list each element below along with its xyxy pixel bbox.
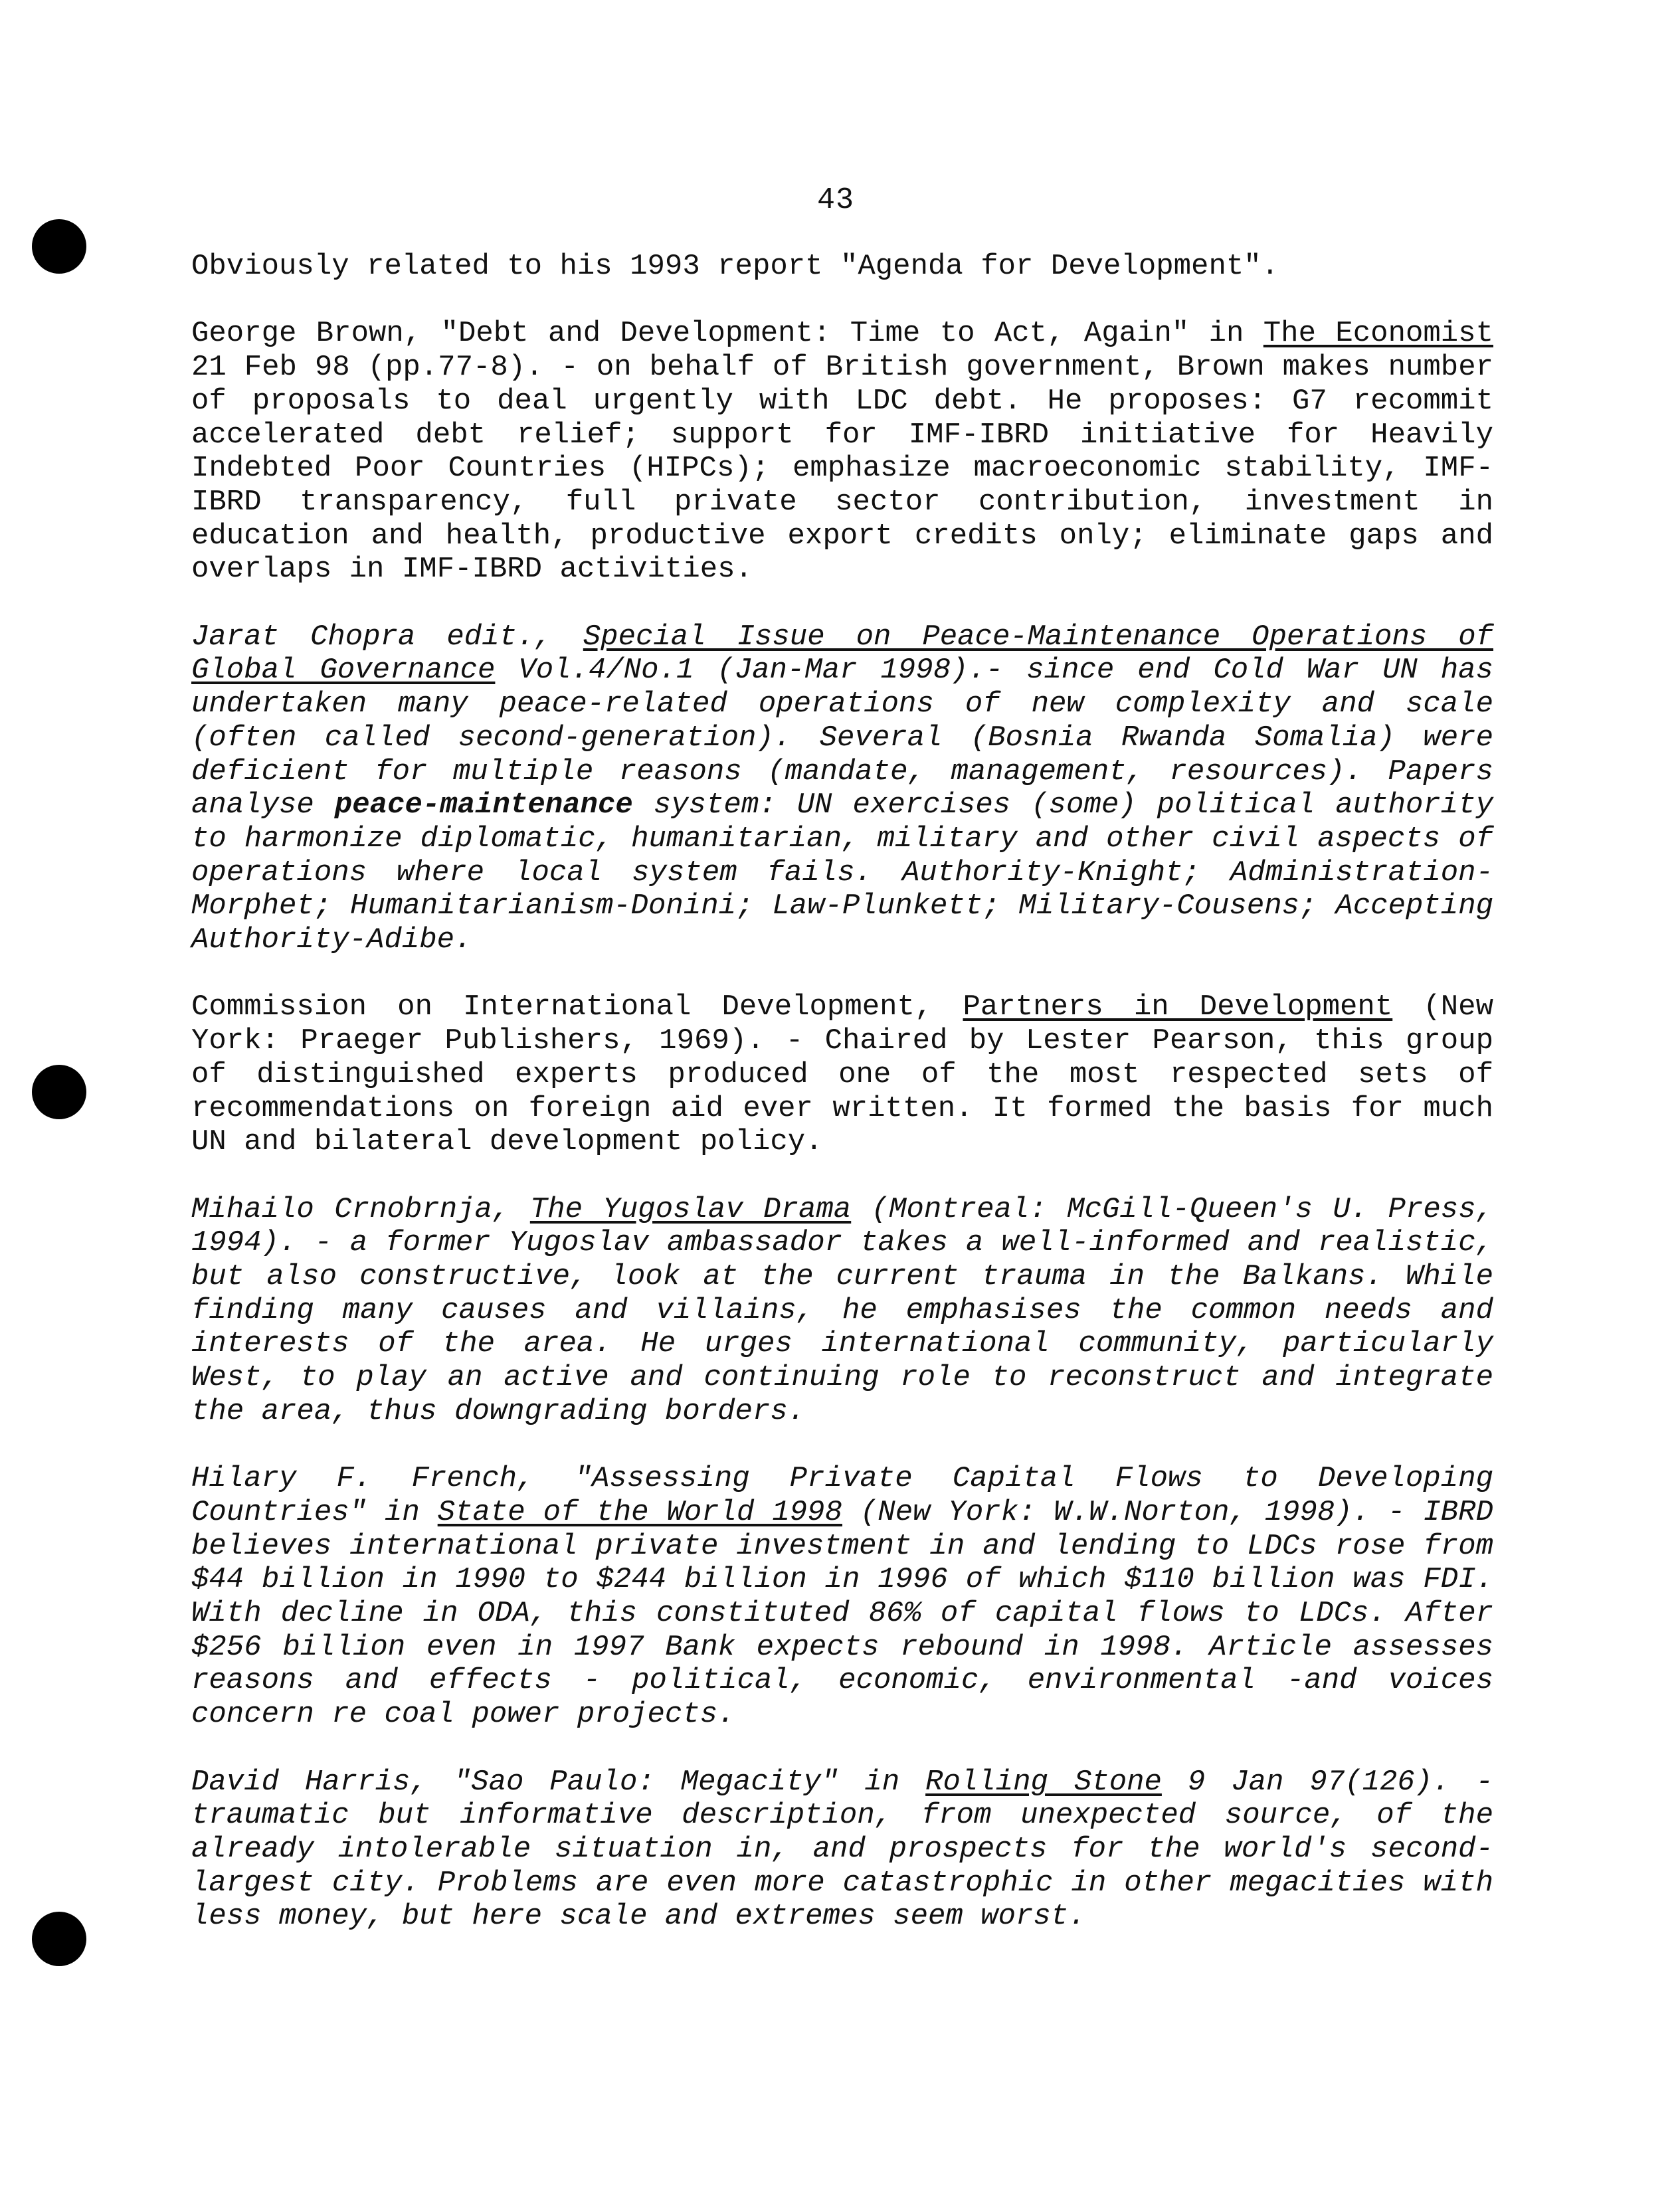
entry-annotation-end: system: UN exercises (some) political authority to harmonize diplomatic, humanitarian, military and other civil aspects of operations where local system fails. Authority-Knight; Administration-Morphet; Humanitarianism-Donini; Law-Plunkett; Military-Cousens; Accepting Authority-Adibe. xyxy=(191,788,1493,957)
punch-hole xyxy=(32,1065,86,1119)
punch-hole xyxy=(32,219,86,274)
entry-brown xyxy=(191,317,1493,587)
entry-annotation: 21 Feb 98 (pp.77-8). - on behalf of British government, Brown makes number of proposals to deal urgently with LDC debt. He proposes: G7 recommit accelerated debt relief; support for IMF-IBRD initiative for Heavily Indebted Poor Countries (HIPCs); emphasize macroeconomic stability, IMF-IBRD transparency, full private sector contribution, investment in education and health, productive export credits only; eliminate gaps and overlaps in IMF-IBRD activities. xyxy=(191,351,1493,587)
source-title: Special Issue on Peace-Maintenance Operations of Global Governance xyxy=(191,620,1493,687)
page-number: 43 xyxy=(817,183,855,217)
entry-text: Obviously related to his 1993 report "Agenda for Development". xyxy=(191,250,1279,283)
source-title: Rolling Stone xyxy=(925,1765,1162,1799)
punch-hole xyxy=(32,1912,86,1966)
entry-citation: George Brown, "Debt and Development: Time to Act, Again" in xyxy=(191,317,1263,351)
source-title: State of the World 1998 xyxy=(437,1495,842,1529)
entry-annotation: (New York: W.W.Norton, 1998). - IBRD believes international private investment in and lending to LDCs rose from $44 billion in 1990 to $244 billion in 1996 of which $110 billion was FDI. With decline in ODA, this constituted 86% of capital flows to LDCs. After $256 billion even in 1997 Bank expects rebound in 1998. Article assesses reasons and effects - political, economic, environmental -and voices concern re coal power projects. xyxy=(191,1495,1493,1732)
entry-annotation: Vol.4/No.1 (Jan-Mar 1998).- since end Cold War UN has undertaken many peace-related operations of new complexity and scale (often called second-generation). Several (Bosnia Rwanda Somalia) were deficient for multiple reasons (mandate, management, resources). Papers analyse xyxy=(191,654,1493,822)
entry-agenda xyxy=(191,250,1493,284)
entry-crnobrnja xyxy=(191,1193,1493,1429)
entry-citation: Jarat Chopra edit., xyxy=(191,620,583,654)
entry-annotation: (New York: Praeger Publishers, 1969). - Chaired by Lester Pearson, this group of distinguished experts produced one of the most respected sets of recommendations on foreign aid ever written. It formed the basis for much UN and bilateral development policy. xyxy=(191,990,1493,1159)
entry-annotation: 9 Jan 97(126). - traumatic but informative description, from unexpected source, of the already intolerable situation in, and prospects for the world's second-largest city. Problems are even more catastrophic in other megacities with less money, but here scale and extremes seem worst. xyxy=(191,1765,1493,1934)
entry-citation: Hilary F. French, "Assessing Private Capital Flows to Developing Countries" in xyxy=(191,1462,1493,1529)
entry-citation: David Harris, "Sao Paulo: Megacity" in xyxy=(191,1765,926,1799)
entry-french xyxy=(191,1462,1493,1732)
entry-citation: Mihailo Crnobrnja, xyxy=(191,1192,530,1226)
source-title: Partners in Development xyxy=(963,990,1393,1024)
key-term: peace-maintenance xyxy=(334,788,633,822)
entry-annotation: (Montreal: McGill-Queen's U. Press, 1994). - a former Yugoslav ambassador takes a well-informed and realistic, but also constructive, look at the current trauma in the Balkans. While finding many causes and villains, he emphasises the common needs and interests of the area. He urges international community, particularly West, to play an active and continuing role to reconstruct and integrate the area, thus downgrading borders. xyxy=(191,1192,1494,1428)
entry-chopra xyxy=(191,620,1493,957)
entry-citation: Commission on International Development, xyxy=(191,990,963,1024)
source-title: The Yugoslav Drama xyxy=(529,1192,852,1226)
entry-pearson xyxy=(191,990,1493,1159)
entry-harris xyxy=(191,1766,1493,1934)
document-body xyxy=(191,250,1493,1967)
source-title: The Economist xyxy=(1263,317,1493,351)
